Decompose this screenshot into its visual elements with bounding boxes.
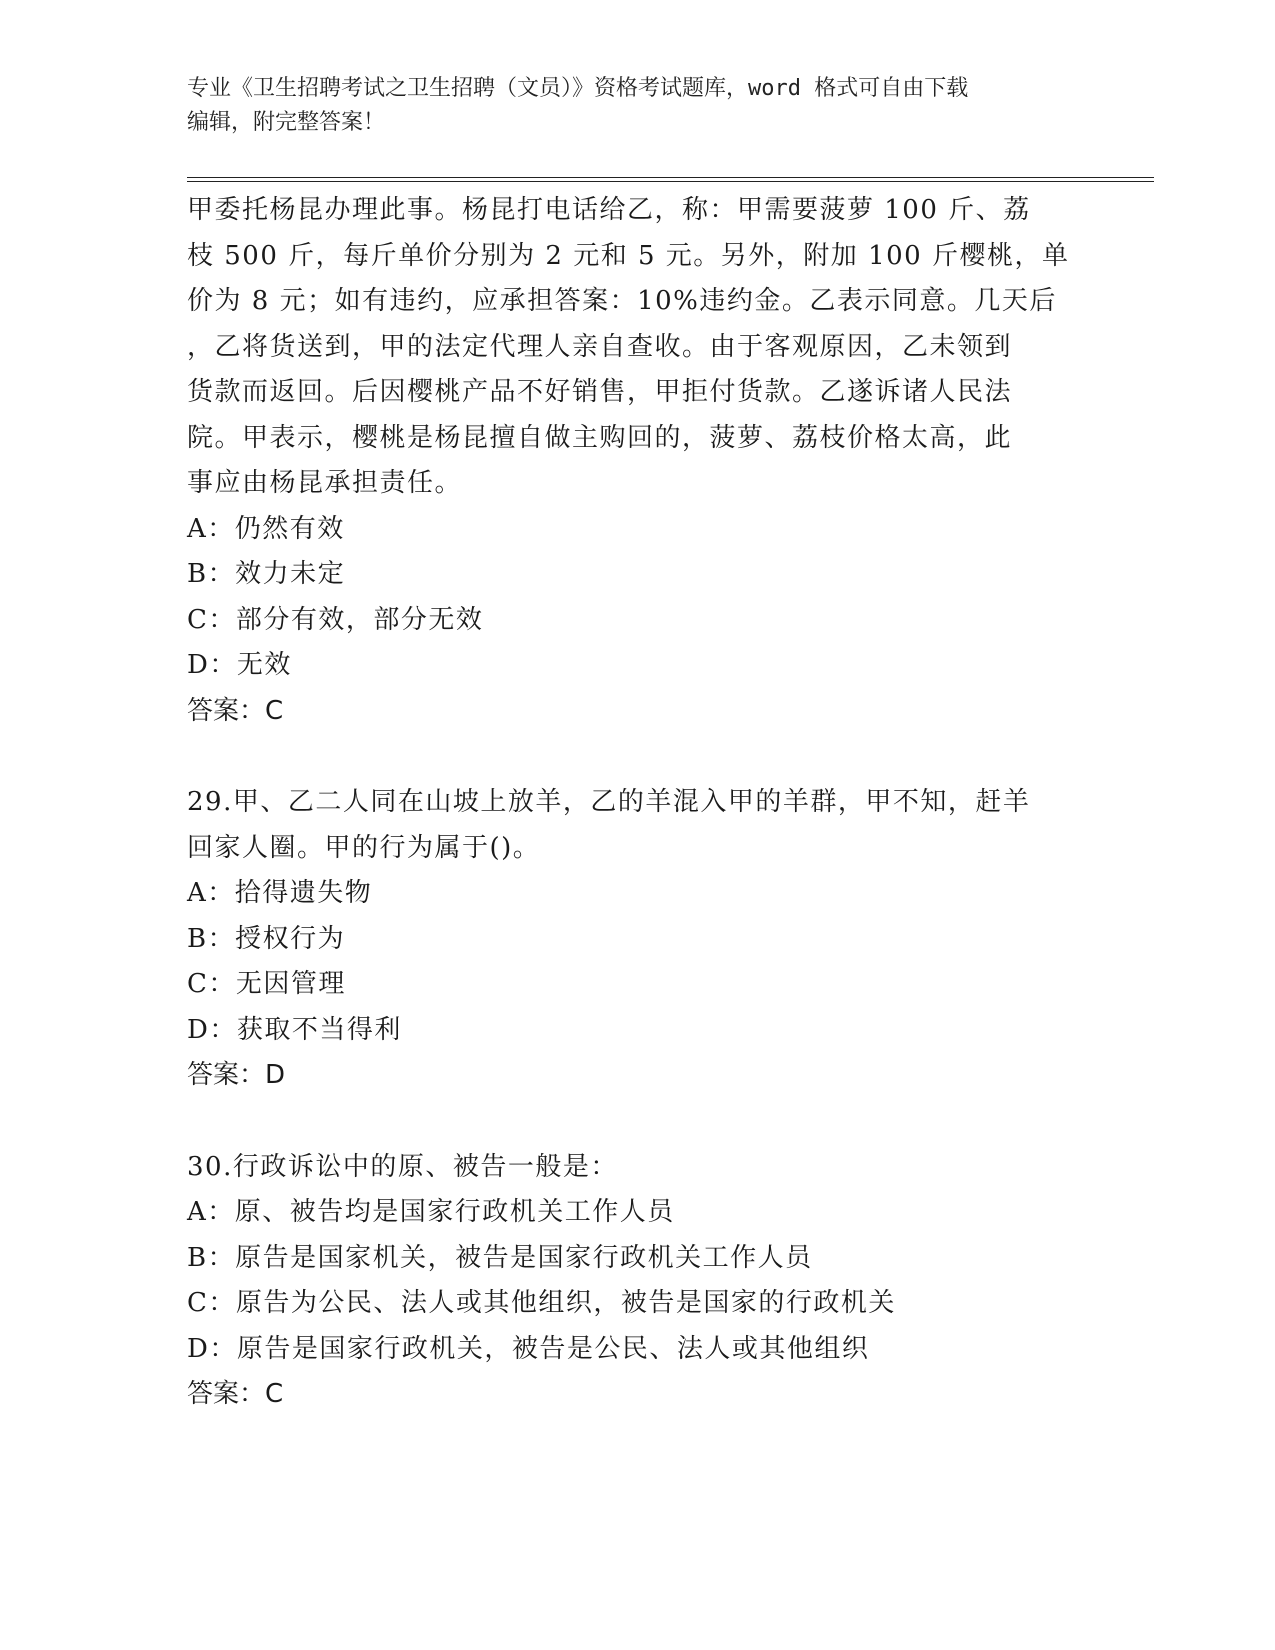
- option-a: A：仍然有效: [187, 513, 345, 544]
- option-d: D：无效: [187, 650, 292, 680]
- answer: 答案：D: [187, 1060, 286, 1090]
- question-stem-line: 货款而返回。后因樱桃产品不好销售，甲拒付货款。乙遂诉诸人民法: [187, 377, 1013, 407]
- header-title-line-1: 专业《卫生招聘考试之卫生招聘（文员）》资格考试题库，word 格式可自由下载: [187, 76, 969, 101]
- option-c: C：无因管理: [187, 969, 346, 999]
- question-stem-line: 30.行政诉讼中的原、被告一般是：: [187, 1151, 618, 1182]
- question-stem-line: 回家人圈。甲的行为属于()。: [187, 832, 541, 863]
- option-b: B：授权行为: [187, 923, 346, 954]
- option-a: A：原、被告均是国家行政机关工作人员: [187, 1197, 675, 1227]
- option-a: A：拾得遗失物: [187, 878, 373, 908]
- option-d: D：原告是国家行政机关，被告是公民、法人或其他组织: [187, 1333, 870, 1364]
- answer: 答案：C: [187, 1379, 284, 1409]
- question-stem-line: 甲委托杨昆办理此事。杨昆打电话给乙，称：甲需要菠萝 100 斤、荔: [187, 195, 1031, 225]
- question-stem-line: ，乙将货送到，甲的法定代理人亲自查收。由于客观原因，乙未领到: [187, 331, 1013, 362]
- question-28: [187, 188, 1087, 734]
- option-b: B：原告是国家机关，被告是国家行政机关工作人员: [187, 1242, 813, 1273]
- option-b: B：效力未定: [187, 559, 346, 589]
- option-c: C：部分有效，部分无效: [187, 604, 484, 635]
- question-stem-line: 枝 500 斤，每斤单价分别为 2 元和 5 元。另外，附加 100 斤樱桃，单: [187, 240, 1070, 271]
- question-stem-line: 院。甲表示，樱桃是杨昆擅自做主购回的，菠萝、荔枝价格太高，此: [187, 422, 1013, 453]
- document-body: [187, 188, 1087, 1418]
- question-stem-line: 价为 8 元；如有违约，应承担答案：10%违约金。乙表示同意。几天后: [187, 286, 1057, 316]
- document-header: [187, 72, 1067, 140]
- question-stem-line: 29.甲、乙二人同在山坡上放羊，乙的羊混入甲的羊群，甲不知，赶羊: [187, 787, 1031, 817]
- option-d: D：获取不当得利: [187, 1014, 402, 1045]
- option-c: C：原告为公民、法人或其他组织，被告是国家的行政机关: [187, 1288, 896, 1318]
- question-30: [187, 1145, 1087, 1418]
- question-29: [187, 780, 1087, 1099]
- question-stem-line: 事应由杨昆承担责任。: [187, 468, 463, 498]
- header-divider: [187, 177, 1154, 182]
- header-title-line-2: 编辑，附完整答案！: [187, 110, 386, 135]
- answer: 答案：C: [187, 695, 284, 726]
